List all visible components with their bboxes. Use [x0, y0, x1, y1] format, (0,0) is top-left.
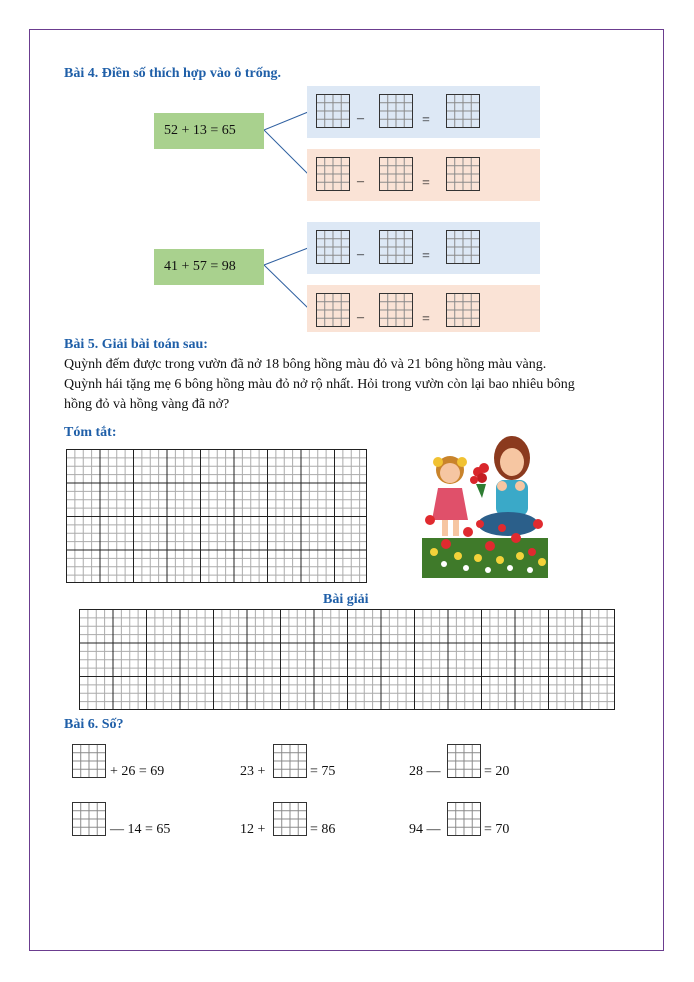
answer-cell[interactable]	[379, 293, 413, 327]
answer-cell[interactable]	[316, 94, 350, 128]
expr-r2c1: — 14 = 65	[110, 822, 171, 837]
answer-cell[interactable]	[446, 293, 480, 327]
minus-sign: –	[357, 247, 364, 262]
answer-cell[interactable]	[446, 157, 480, 191]
answer-cell[interactable]	[379, 157, 413, 191]
expr-r2c3-left: 94 —	[409, 822, 441, 837]
equals-sign: =	[422, 249, 430, 264]
expr-r1c1: + 26 = 69	[110, 764, 165, 779]
blank-cell[interactable]	[72, 744, 106, 778]
blank-cell[interactable]	[447, 744, 481, 778]
answer-cell[interactable]	[316, 157, 350, 191]
equation-box-1: 52 + 13 = 65	[154, 113, 264, 149]
minus-sign: –	[357, 174, 364, 189]
answer-cell[interactable]	[379, 94, 413, 128]
bai4-title: Bài 4. Điền số thích hợp vào ô trống.	[64, 66, 281, 81]
problem-line-3: hồng đỏ và hồng vàng đã nở?	[64, 397, 230, 412]
equation-box-2: 41 + 57 = 98	[154, 249, 264, 285]
answer-cell[interactable]	[379, 230, 413, 264]
expr-r1c3-left: 28 —	[409, 764, 441, 779]
expr-r2c2-left: 12 +	[240, 822, 266, 837]
equals-sign: =	[422, 113, 430, 128]
expr-r1c2-left: 23 +	[240, 764, 266, 779]
summary-writing-grid[interactable]	[66, 449, 367, 583]
answer-cell[interactable]	[446, 230, 480, 264]
mother-daughter-flowers-illustration	[420, 428, 550, 578]
answer-cell[interactable]	[316, 293, 350, 327]
expr-r1c3-right: = 20	[484, 764, 510, 779]
answer-cell[interactable]	[316, 230, 350, 264]
solution-writing-grid[interactable]	[79, 609, 615, 710]
equals-sign: =	[422, 312, 430, 327]
blank-cell[interactable]	[273, 744, 307, 778]
solution-label: Bài giải	[323, 592, 369, 607]
problem-line-1: Quỳnh đếm được trong vườn đã nở 18 bông hồng màu đỏ và 21 bông hồng màu vàng.	[64, 357, 547, 372]
problem-line-2: Quỳnh hái tặng mẹ 6 bông hồng màu đỏ nở rộ nhất. Hỏi trong vườn còn lại bao nhiêu bông	[64, 377, 575, 392]
bai5-title: Bài 5. Giải bài toán sau:	[64, 337, 208, 352]
blank-cell[interactable]	[447, 802, 481, 836]
minus-sign: –	[357, 310, 364, 325]
expr-r2c3-right: = 70	[484, 822, 510, 837]
equals-sign: =	[422, 176, 430, 191]
bai6-title: Bài 6. Số?	[64, 717, 124, 732]
expr-r2c2-right: = 86	[310, 822, 336, 837]
answer-cell[interactable]	[446, 94, 480, 128]
blank-cell[interactable]	[72, 802, 106, 836]
minus-sign: –	[357, 111, 364, 126]
summary-label: Tóm tắt:	[64, 425, 117, 440]
expr-r1c2-right: = 75	[310, 764, 336, 779]
blank-cell[interactable]	[273, 802, 307, 836]
problem-text	[64, 355, 664, 415]
